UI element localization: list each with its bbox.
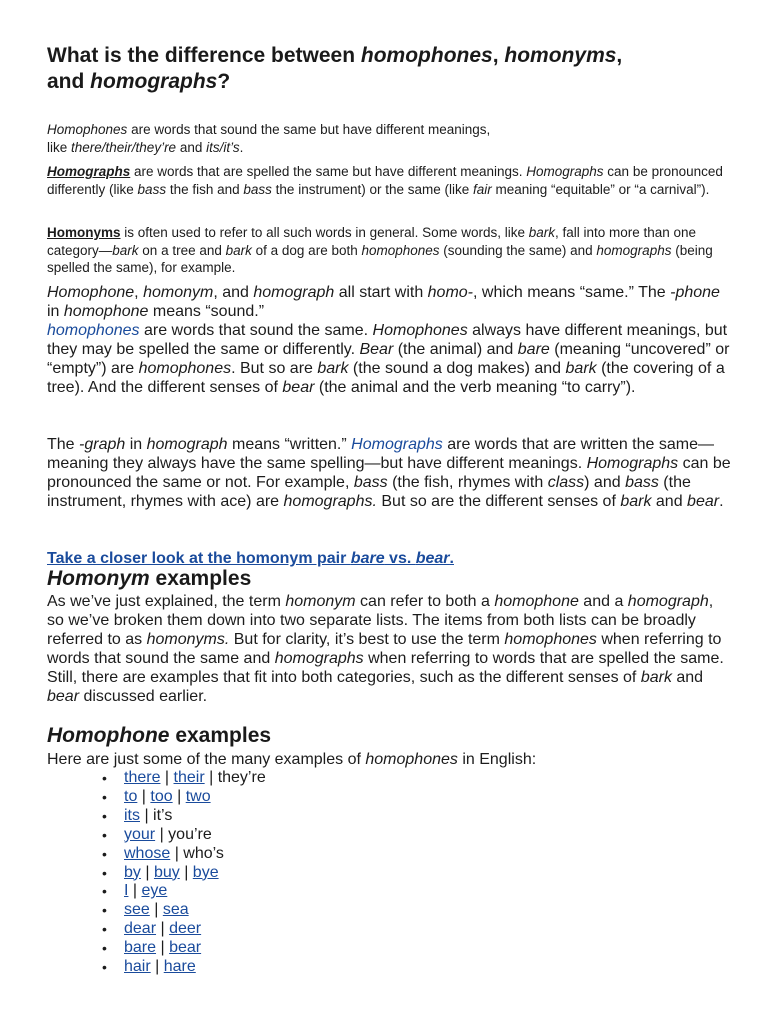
word-text: they’re (217, 769, 266, 786)
bullet-icon: • (102, 826, 107, 843)
heading-homonym-examples: Homonym examples (47, 567, 252, 590)
paragraph-homo-prefix: Homophone, homonym, and homograph all start with homo-, which means “same.” The -phone in homophone means “sound.” homophones are words that sound the same. Homophones always have different meanings, but they may be spelled the same or differently. Bear (the animal) and bare (meaning “uncovered” or “empty”) are homophones. But so are bark (the sound a dog makes) and bark (the covering of a tree). And the different senses of bear (the animal and the verb meaning “to carry”). (47, 284, 730, 396)
word-link[interactable]: two (185, 787, 211, 805)
list-item (90, 845, 266, 864)
bullet-icon: • (102, 883, 107, 900)
heading-homophone-examples: Homophone examples (47, 724, 272, 747)
bullet-icon: • (102, 770, 107, 786)
word-link[interactable]: sea (162, 901, 189, 919)
bullet-icon: • (102, 788, 107, 805)
bullet-icon: • (102, 940, 107, 957)
word-text: who’s (183, 844, 224, 862)
word-text: you’re (168, 825, 212, 843)
separator: | (128, 882, 142, 900)
word-link[interactable]: its (124, 806, 140, 824)
separator: | (156, 920, 170, 938)
list-item (90, 939, 266, 958)
word-link[interactable]: your (124, 825, 156, 843)
bullet-icon: • (102, 902, 107, 919)
separator: | (155, 825, 169, 843)
list-item (90, 882, 266, 901)
word-link[interactable]: I (124, 882, 129, 900)
separator: | (140, 806, 154, 824)
separator: | (140, 863, 154, 881)
definition-homonyms: Homonyms is often used to refer to all such words in general. Some words, like bark, fall into more than one category—bark on a tree and bark of a dog are both homophones (sounding the same) and homographs (being spelled the same), for example. (47, 225, 713, 275)
word-link[interactable]: too (150, 787, 173, 805)
word-link[interactable]: their (173, 769, 205, 786)
bullet-icon: • (102, 845, 107, 862)
homographs-link[interactable]: Homographs (351, 436, 443, 453)
word-link[interactable]: buy (153, 863, 180, 881)
separator: | (170, 844, 184, 862)
separator: | (149, 901, 163, 919)
bare-vs-bear-link[interactable]: Take a closer look at the homonym pair bare vs. bear. (47, 550, 454, 567)
list-item (90, 807, 266, 826)
paragraph-homonym-examples: As we’ve just explained, the term homonym can refer to both a homophone and a homograph, so we’ve broken them down into two separate lists. The items from both lists can be broadly referred to as homonyms. But for clarity, it’s best to use the term homophones when referring to words that sound the same and homographs when referring to words that are spelled the same. Still, there are examples that fit into both categories, such as the different senses of bark and bear discussed earlier. (47, 593, 724, 705)
list-item (90, 826, 266, 845)
separator: | (160, 769, 174, 786)
separator: | (137, 787, 151, 805)
list-item (90, 864, 266, 883)
page-title: What is the difference between homophones, homonyms, and homographs? (47, 44, 623, 93)
separator: | (179, 863, 193, 881)
list-item (90, 788, 266, 807)
word-link[interactable]: there (124, 769, 161, 786)
word-link[interactable]: by (124, 863, 141, 881)
word-link[interactable]: bye (192, 863, 219, 881)
separator: | (204, 769, 218, 786)
word-link[interactable]: hair (124, 958, 151, 976)
word-text: it’s (153, 806, 173, 824)
bullet-icon: • (102, 864, 107, 881)
list-item (90, 920, 266, 939)
separator: | (156, 939, 170, 957)
list-item (90, 958, 266, 977)
word-link[interactable]: bare (124, 939, 157, 957)
word-link[interactable]: deer (169, 920, 202, 938)
bullet-icon: • (102, 921, 107, 938)
word-link[interactable]: bear (169, 939, 202, 957)
word-link[interactable]: see (124, 901, 150, 919)
word-link[interactable]: hare (163, 958, 196, 976)
list-item (90, 769, 266, 788)
homophone-list (90, 769, 266, 977)
list-item (90, 901, 266, 920)
definition-homographs: Homographs are words that are spelled the same but have different meanings. Homographs can be pronounced differently (like bass the fish and bass the instrument) or the same (like fair meaning “equitable” or “a carnival”). (47, 164, 723, 197)
separator: | (150, 958, 164, 976)
word-link[interactable]: dear (124, 920, 157, 938)
bullet-icon: • (102, 959, 107, 976)
definition-homophones: Homophones are words that sound the same but have different meanings, like there/their/they’re and its/it’s. (47, 122, 491, 155)
paragraph-graph-suffix: The -graph in homograph means “written.” Homographs are words that are written the same—meaning they always have the same spelling—but have different meanings. Homographs can be pronounced the same or not. For example, bass (the fish, rhymes with class) and bass (the instrument, rhymes with ace) are homographs. But so are the different senses of bark and bear. (47, 436, 731, 510)
word-link[interactable]: eye (141, 882, 168, 900)
homophones-link[interactable]: homophones (47, 322, 140, 339)
word-link[interactable]: whose (124, 844, 171, 862)
paragraph-homophone-intro: Here are just some of the many examples of homophones in English: (47, 751, 537, 768)
bullet-icon: • (102, 807, 107, 824)
separator: | (172, 787, 186, 805)
word-link[interactable]: to (124, 787, 138, 805)
